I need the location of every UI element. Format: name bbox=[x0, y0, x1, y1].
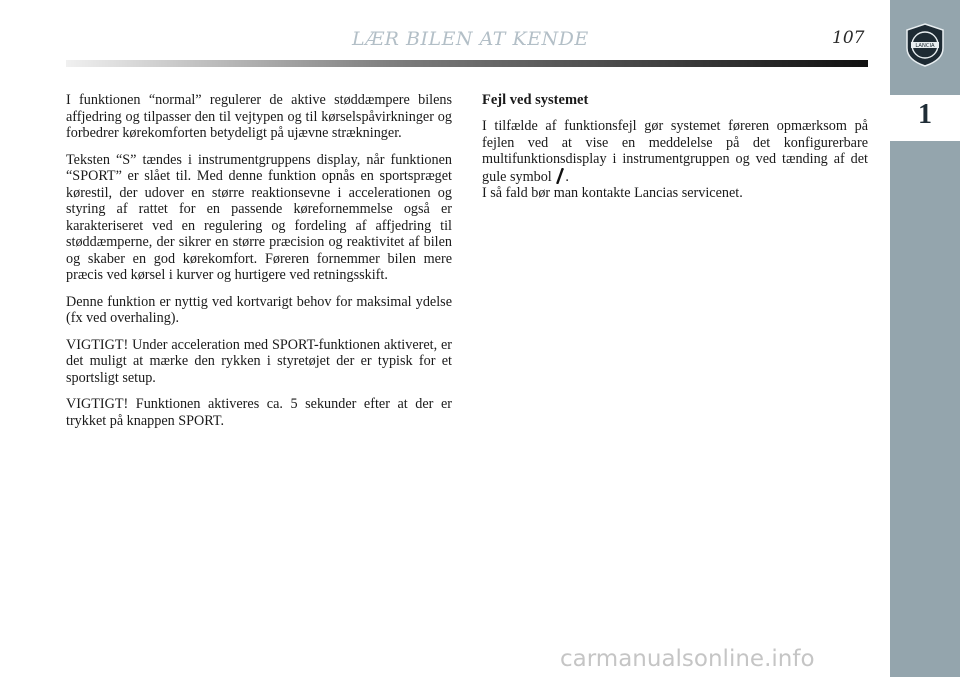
paragraph: Denne funktion er nyttig ved kortvarigt behov for maksimal ydelse (fx ved overhaling). bbox=[66, 293, 452, 326]
paragraph-text-end: . bbox=[565, 168, 569, 185]
page-header-title: LÆR BILEN AT KENDE bbox=[352, 28, 589, 50]
paragraph-text: I tilfælde af funktionsfejl gør systemet føreren opmærksom på fejlen ved at vise en meddelelse på det konfigurerbare multifunktionsdisplay i instrumentgruppen og ved tænding af det gule symbol bbox=[482, 118, 868, 185]
paragraph bbox=[482, 118, 868, 185]
paragraph: I funktionen “normal” regulerer de aktive støddæmpere bilens affjedring og tilpasser den til vejtypen og til kørselspåvirkninger og forbedrer kørekomforten betydeligt på ujævne strækninger. bbox=[66, 92, 452, 141]
header-rule bbox=[66, 60, 868, 67]
right-column bbox=[482, 92, 868, 212]
paragraph: VIGTIGT! Under acceleration med SPORT-funktionen aktiveret, er det muligt at mærke den rykken i styretøjet der er typisk for et sportsligt setup. bbox=[66, 336, 452, 386]
yellow-suspension-warning-icon bbox=[555, 168, 565, 184]
paragraph: VIGTIGT! Funktionen aktiveres ca. 5 sekunder efter at der er trykket på knappen SPORT. bbox=[66, 396, 452, 429]
watermark: carmanualsonline.info bbox=[560, 646, 815, 672]
chapter-number: 1 bbox=[918, 99, 932, 130]
paragraph: I så fald bør man kontakte Lancias servicenet. bbox=[482, 185, 743, 201]
page-number: 107 bbox=[832, 28, 865, 48]
section-heading: Fejl ved systemet bbox=[482, 92, 589, 108]
lancia-logo-icon bbox=[902, 22, 948, 68]
paragraph: Teksten “S” tændes i instrumentgruppens display, når funktionen “SPORT” er slået til. Med denne funktion opnås en sportspræget kørestil, der udover en større reaktionsevne i accelerationen og styring af rattet for en passende kørefornemmelse også er karakteriseret ved en regulering og fordeling af affjedring til støddæmperne, der sikrer en større præcision og reaktivitet af bilen og skaber en god kørekomfort. Føreren fornemmer bilen mere præcis ved kørsel i kurver og hurtigere ved retningsskift. bbox=[66, 151, 452, 283]
logo-text: LANCIA bbox=[915, 43, 935, 49]
left-column bbox=[66, 92, 452, 439]
